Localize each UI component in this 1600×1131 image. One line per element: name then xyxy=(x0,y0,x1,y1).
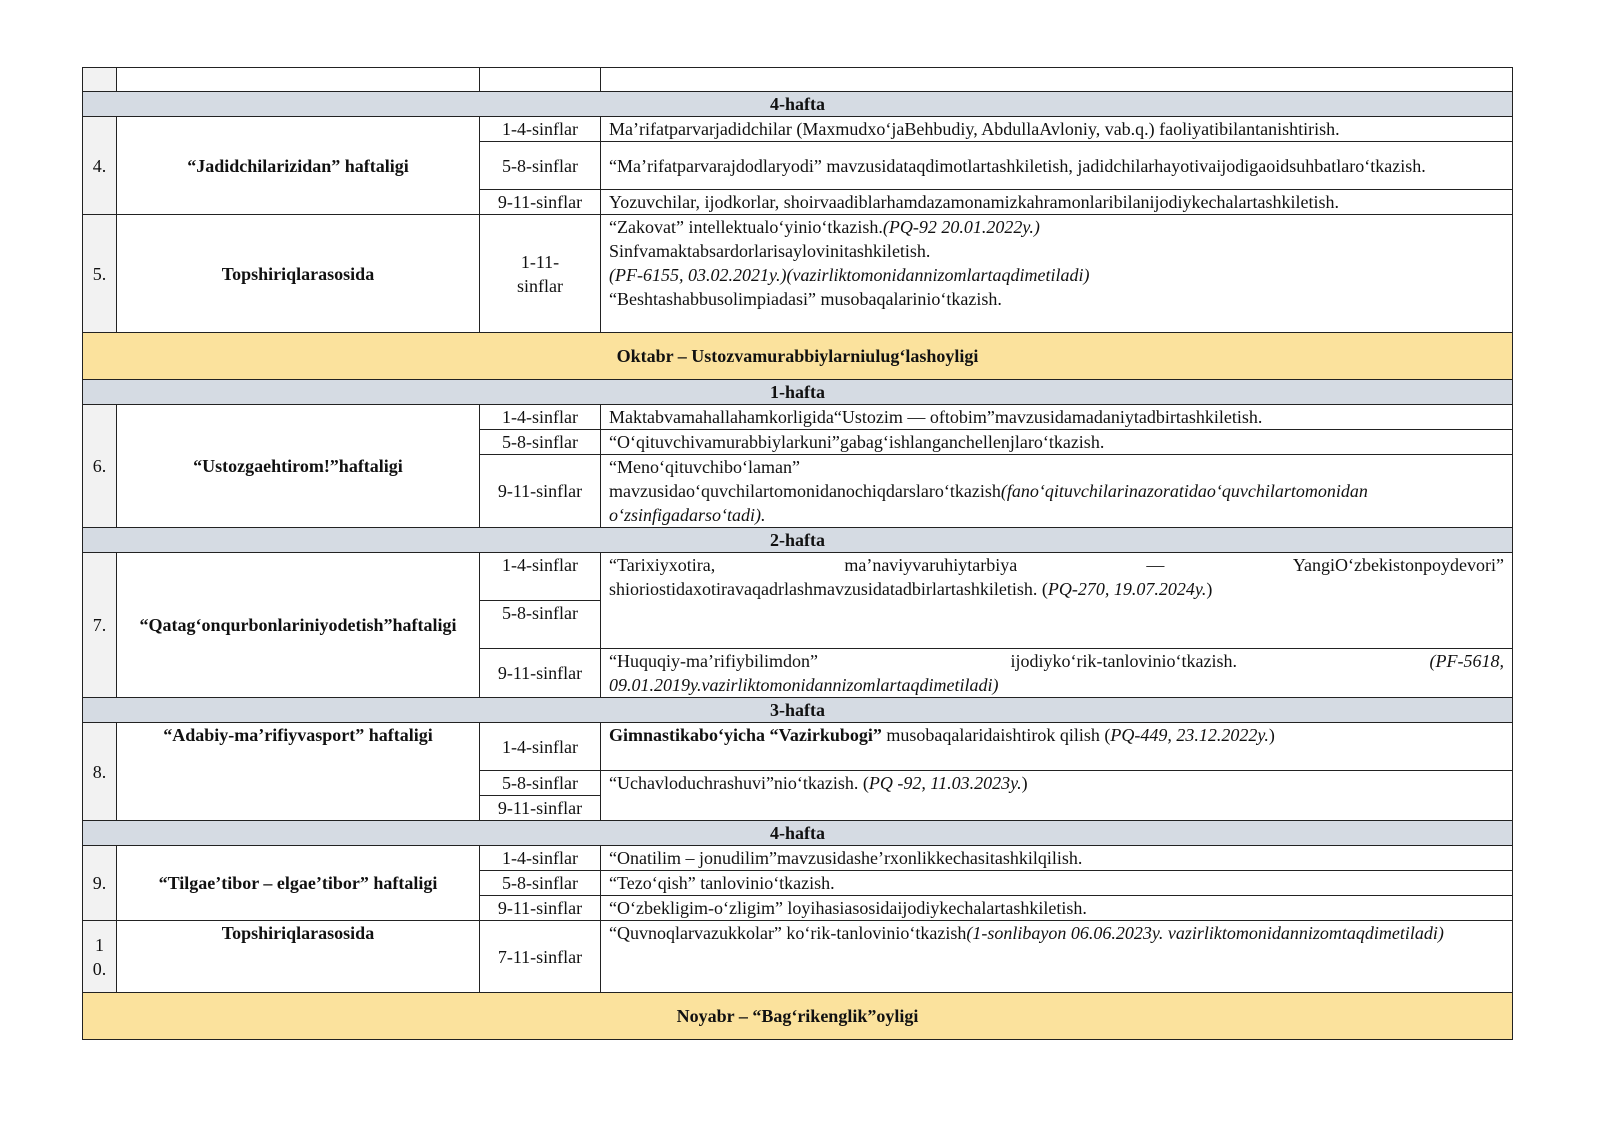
description-cell: Maktabvamahallahamkorligida“Ustozim — oftobim”mavzusidamadaniytadbirtashkiletish. xyxy=(601,405,1513,430)
grade-cell: 5-8-sinflar xyxy=(480,601,601,649)
plan-document xyxy=(82,67,1512,1040)
grade-cell: 1-4-sinflar xyxy=(480,117,601,142)
week-header: 4-hafta xyxy=(83,821,1513,846)
description-cell: “Tezo‘qish” tanlovinio‘tkazish. xyxy=(601,871,1513,896)
row-number: 7. xyxy=(83,553,117,698)
description-cell: Gimnastikabo‘yicha “Vazirkubogi” musobaqalaridaishtirok qilish (PQ-449, 23.12.2022y.) xyxy=(601,723,1513,771)
event-title: “Adabiy-ma’rifiyvasport” haftaligi xyxy=(117,723,480,821)
events-table xyxy=(82,67,1513,1040)
description-cell: “O‘qituvchivamurabbiylarkuni”gabag‘ishlanganchellenjlaro‘tkazish. xyxy=(601,430,1513,455)
event-title: Topshiriqlarasosida xyxy=(117,215,480,333)
grade-cell: 1-4-sinflar xyxy=(480,846,601,871)
week-header-row xyxy=(83,698,1513,723)
week-header-row xyxy=(83,528,1513,553)
week-header-row xyxy=(83,380,1513,405)
grade-cell: 1-4-sinflar xyxy=(480,723,601,771)
table-row xyxy=(83,117,1513,142)
table-row xyxy=(83,921,1513,993)
row-number: 5. xyxy=(83,215,117,333)
row-number: 4. xyxy=(83,117,117,215)
grade-cell: 9-11-sinflar xyxy=(480,796,601,821)
grade-cell: 1-4-sinflar xyxy=(480,553,601,601)
event-title: “Ustozgaehtirom!”haftaligi xyxy=(117,405,480,528)
grade-cell: 7-11-sinflar xyxy=(480,921,601,993)
grade-cell: 1-11-sinflar xyxy=(480,215,601,333)
empty-cell xyxy=(83,68,117,92)
week-header-row xyxy=(83,92,1513,117)
week-header: 2-hafta xyxy=(83,528,1513,553)
row-number: 9. xyxy=(83,846,117,921)
grade-cell: 9-11-sinflar xyxy=(480,190,601,215)
table-row xyxy=(83,846,1513,871)
table-row xyxy=(83,723,1513,771)
description-cell: “Ma’rifatparvarajdodlaryodi” mavzusidataqdimotlartashkiletish, jadidchilarhayotivaijodigaoidsuhbatlaro‘tkazish. xyxy=(601,142,1513,190)
description-cell: Ma’rifatparvarjadidchilar (Maxmudxo‘jaBehbudiy, AbdullaAvloniy, vab.q.) faoliyatibilantanishtirish. xyxy=(601,117,1513,142)
description-cell: “Zakovat” intellektualo‘yinio‘tkazish.(PQ-92 20.01.2022y.) Sinfvamaktabsardorlarisaylovinitashkiletish. (PF-6155, 03.02.2021y.)(vazirliktomonidannizomlartaqdimetiladi) “Beshtashabbusolimpiadasi” musobaqalarinio‘tkazish. xyxy=(601,215,1513,333)
month-header-row xyxy=(83,993,1513,1040)
week-header: 4-hafta xyxy=(83,92,1513,117)
description-cell: “Meno‘qituvchibo‘laman” mavzusidao‘quvchilartomonidanochiqdarslaro‘tkazish(fano‘qituvchilarinazoratidao‘quvchilartomonidan o‘zsinfigadarso‘tadi). xyxy=(601,455,1513,528)
row-number: 10. xyxy=(83,921,117,993)
table-row xyxy=(83,215,1513,333)
empty-cell xyxy=(601,68,1513,92)
week-header-row xyxy=(83,821,1513,846)
table-row xyxy=(83,405,1513,430)
grade-cell: 9-11-sinflar xyxy=(480,649,601,698)
grade-cell: 1-4-sinflar xyxy=(480,405,601,430)
row-number: 6. xyxy=(83,405,117,528)
week-header: 3-hafta xyxy=(83,698,1513,723)
description-cell: “Uchavloduchrashuvi”nio‘tkazish. (PQ -92, 11.03.2023y.) xyxy=(601,771,1513,821)
month-header: Oktabr – Ustozvamurabbiylarniulug‘lashoyligi xyxy=(83,333,1513,380)
grade-cell: 9-11-sinflar xyxy=(480,455,601,528)
row-number: 8. xyxy=(83,723,117,821)
grade-cell: 5-8-sinflar xyxy=(480,771,601,796)
event-title: “Qatag‘onqurbonlariniyodetish”haftaligi xyxy=(117,553,480,698)
month-header: Noyabr – “Bag‘rikenglik”oyligi xyxy=(83,993,1513,1040)
description-cell: “O‘zbekligim-o‘zligim” loyihasiasosidaijodiykechalartashkiletish. xyxy=(601,896,1513,921)
event-title: Topshiriqlarasosida xyxy=(117,921,480,993)
event-title: “Jadidchilarizidan” haftaligi xyxy=(117,117,480,215)
table-row xyxy=(83,553,1513,601)
event-title: “Tilgae’tibor – elgae’tibor” haftaligi xyxy=(117,846,480,921)
empty-cell xyxy=(480,68,601,92)
table-row xyxy=(83,68,1513,92)
grade-cell: 5-8-sinflar xyxy=(480,430,601,455)
week-header: 1-hafta xyxy=(83,380,1513,405)
description-cell: “Onatilim – jonudilim”mavzusidashe’rxonlikkechasitashkilqilish. xyxy=(601,846,1513,871)
empty-cell xyxy=(117,68,480,92)
description-cell: “Huquqiy-ma’rifiybilimdon” ijodiyko‘rik-tanlovinio‘tkazish. (PF-5618, 09.01.2019y.vazirliktomonidannizomlartaqdimetiladi) xyxy=(601,649,1513,698)
month-header-row xyxy=(83,333,1513,380)
description-cell: “Tarixiyxotira, ma’naviyvaruhiytarbiya — YangiO‘zbekistonpoydevori” shioriostidaxotiravaqadrlashmavzusidatadbirlartashkiletish. (PQ-270, 19.07.2024y.) xyxy=(601,553,1513,649)
description-cell: “Quvnoqlarvazukkolar” ko‘rik-tanlovinio‘tkazish(1-sonlibayon 06.06.2023y. vazirliktomonidannizomtaqdimetiladi) xyxy=(601,921,1513,993)
grade-cell: 5-8-sinflar xyxy=(480,871,601,896)
grade-cell: 9-11-sinflar xyxy=(480,896,601,921)
grade-cell: 5-8-sinflar xyxy=(480,142,601,190)
description-cell: Yozuvchilar, ijodkorlar, shoirvaadiblarhamdazamonamizkahramonlaribilanijodiykechalartashkiletish. xyxy=(601,190,1513,215)
